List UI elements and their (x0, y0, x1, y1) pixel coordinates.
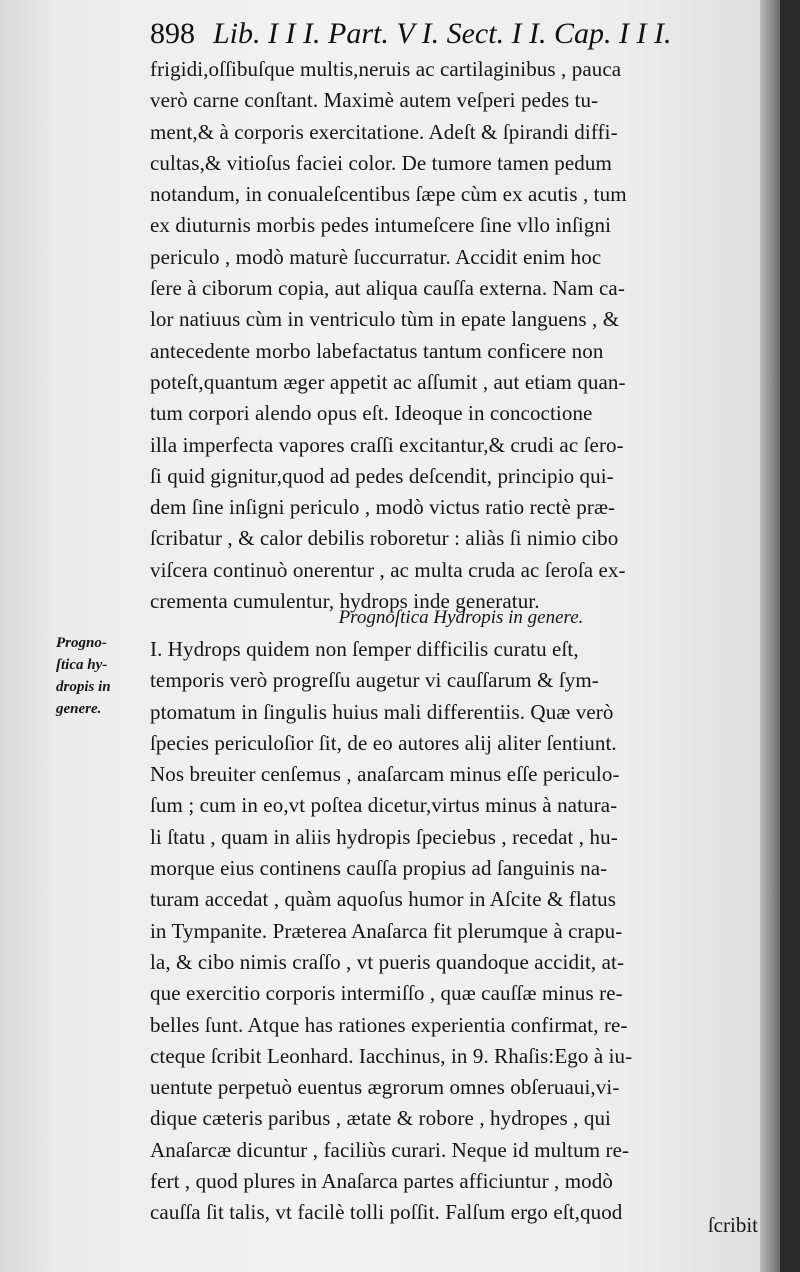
text-line: dem ſine inſigni periculo , modò victus ratio rectè præ- (150, 495, 616, 520)
text-line: I. Hydrops quidem non ſemper difficilis curatu eſt, (150, 637, 579, 661)
margin-note (56, 632, 152, 720)
paragraph-2 (150, 634, 772, 1229)
text-line: ſum ; cum in eo,vt poſtea dicetur,virtus minus à natura- (150, 793, 618, 818)
margin-note-line: Progno- (56, 635, 107, 651)
text-line: illa imperfecta vapores craſſi excitantur,& crudi ac ſero- (150, 432, 624, 457)
paragraph-1 (150, 54, 772, 617)
text-line: tum corpori alendo opus eſt. Ideoque in concoctione (150, 401, 593, 426)
text-line: Nos breuiter cenſemus , anaſarcam minus eſſe periculo- (150, 762, 620, 787)
text-line: la, & cibo nimis craſſo , vt pueris quandoque accidit, at- (150, 949, 625, 974)
text-line: cteque ſcribit Leonhard. Iacchinus, in 9. Rhaſis:Ego à iu- (150, 1043, 633, 1068)
text-line: que exercitio corporis intermiſſo , quæ cauſſæ minus re- (150, 981, 623, 1006)
text-line: poteſt,quantum æger appetit ac aſſumit , aut etiam quan- (150, 369, 626, 394)
text-line: verò carne conſtant. Maximè autem veſperi pedes tu- (150, 88, 599, 113)
text-line: uentute perpetuò euentus ægrorum omnes obſeruaui,vi- (150, 1075, 620, 1100)
catchword: ſcribit (707, 1213, 758, 1237)
text-line: li ſtatu , quam in aliis hydropis ſpeciebus , recedat , hu- (150, 824, 618, 849)
text-line: ſcribatur , & calor debilis roboretur : aliàs ſi nimio cibo (150, 526, 619, 551)
text-line: cauſſa ſit talis, vt facilè tolli poſſit. Falſum ergo eſt,quod (150, 1200, 623, 1225)
text-line: turam accedat , quàm aquoſus humor in Aſcite & flatus (150, 887, 617, 912)
text-line: antecedente morbo labefactatus tantum conficere non (150, 338, 604, 363)
text-line: fert , quod plures in Anaſarca partes afficiuntur , modò (150, 1169, 613, 1194)
margin-note-line: genere. (56, 701, 102, 717)
text-line: frigidi,oſſibuſque multis,neruis ac cartilaginibus , pauca (150, 57, 622, 81)
text-line: ment,& à corporis exercitatione. Adeſt & ſpirandi diffi- (150, 119, 618, 144)
text-line: ptomatum in ſingulis huius mali differentiis. Quæ verò (150, 699, 614, 724)
text-line: lor natiuus cùm in ventriculo tùm in epate languens , & (150, 307, 620, 332)
margin-note-line: dropis in (56, 679, 111, 695)
text-line: cultas,& vitioſus faciei color. De tumore tamen pedum (150, 150, 612, 175)
running-header (150, 14, 760, 54)
page-number: 898 (150, 17, 195, 50)
text-line: viſcera continuò onerentur , ac multa cruda ac ſeroſa ex- (150, 557, 626, 582)
text-line: temporis verò progreſſu augetur vi cauſſarum & ſym- (150, 668, 599, 693)
page-edge-shadow (760, 0, 780, 1272)
text-line: Anaſarcæ dicuntur , faciliùs curari. Neque id multum re- (150, 1137, 630, 1162)
text-line: periculo , modò maturè ſuccurratur. Accidit enim hoc (150, 244, 602, 269)
text-line: in Tympanite. Præterea Anaſarca fit plerumque à crapu- (150, 918, 623, 943)
text-line: belles ſunt. Atque has rationes experientia confirmat, re- (150, 1012, 628, 1037)
text-line: ſere à ciborum copia, aut aliqua cauſſa externa. Nam ca- (150, 276, 625, 301)
text-line: notandum, in conualeſcentibus ſæpe cùm ex acutis , tum (150, 182, 627, 207)
section-title: Prognoſtica Hydropis in genere. (338, 607, 584, 628)
text-line: ſi quid gignitur,quod ad pedes deſcendit, principio qui- (150, 463, 614, 488)
text-line: ſpecies periculoſior ſit, de eo autores alij aliter ſentiunt. (150, 730, 617, 755)
text-line: morque eius continens cauſſa propius ad ſanguinis na- (150, 856, 608, 881)
text-line: dique cæteris paribus , ætate & robore , hydropes , qui (150, 1106, 611, 1131)
text-line: crementa cumulentur, hydrops inde generatur. (150, 589, 540, 614)
text-line: ex diuturnis morbis pedes intumeſcere ſine vllo inſigni (150, 213, 611, 238)
running-title: Lib. I I I. Part. V I. Sect. I I. Cap. I I I. (213, 17, 672, 50)
margin-note-line: ſtica hy- (56, 657, 108, 673)
